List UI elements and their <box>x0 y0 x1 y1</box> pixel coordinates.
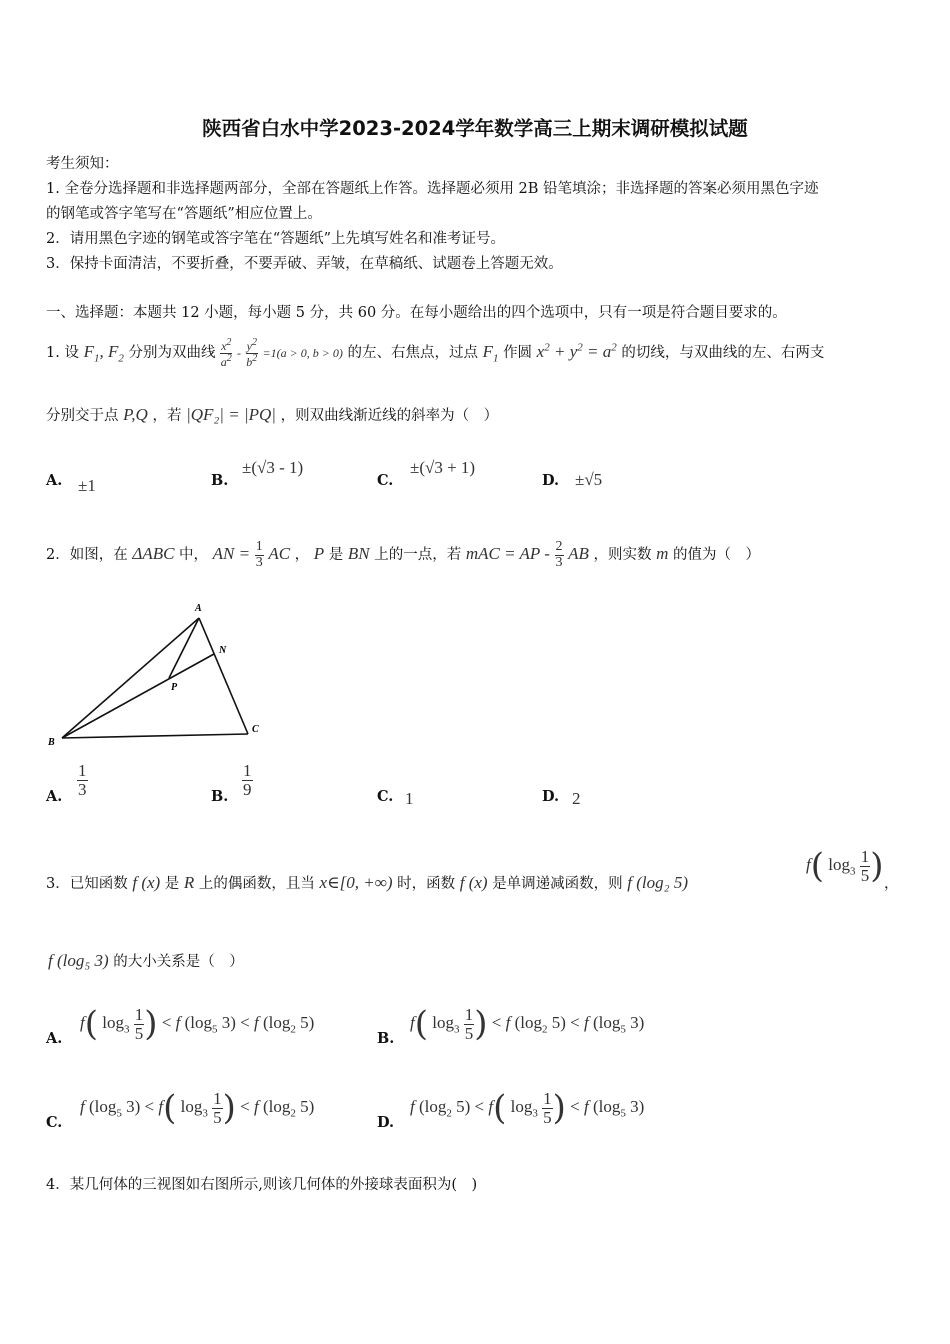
q1-text: 作圆 <box>503 345 533 362</box>
q3-text: 是单调递减函数，则 <box>492 876 623 892</box>
q3-option-label-d: D. <box>377 1114 395 1131</box>
q2-option-a: $\frac{1}{3}$ <box>78 761 87 799</box>
figure-label-n: N <box>219 645 227 656</box>
question-2-line: 2．如图，在 ΔABC 中， AN = $\frac{1}{3}$ AC ， P 是 BN 上的一点，若 mAC = AP - $\frac{2}{3}$ AB ，则实数 m 的值为（ ） <box>46 539 760 570</box>
question-1-line-1: 1. 设 $F_1$, $F_2$ 分别为双曲线 $\frac{x^2}{a^2}$ - $\frac{y^2}{b^2}$ =1(a > 0, b > 0) 的左、右焦点，过点 $F_1$ 作圆 $x^2 + y^2 = a^2$ 的切线，与双曲线的左、右两支 <box>46 337 825 369</box>
q3-comma: ， <box>884 876 899 892</box>
q2-text: ，则实数 <box>593 547 652 564</box>
q3-value-a: f (log₂ 5) <box>627 873 688 892</box>
q2-option-d: 2 <box>572 789 581 808</box>
q3-option-a: f( $\log_3$ $\frac{1}{5}$ ) < f ($\log_5$ 3) < f ($\log_2$ 5) <box>80 1004 315 1044</box>
figure-label-p: P <box>171 682 178 693</box>
q1-text: 1. 设 <box>46 345 79 362</box>
q1-points: P,Q <box>123 405 148 424</box>
q3-option-c: f ($\log_5$ 3) < f( $\log_3$ $\frac{1}{5}$ ) < f ($\log_2$ 5) <box>80 1088 315 1128</box>
q1-option-label-b: B. <box>211 472 229 489</box>
q3-function: f (x) <box>132 873 161 892</box>
q2-option-label-a: A. <box>46 788 63 805</box>
page-title: 陕西省白水中学2023-2024学年数学高三上期末调研模拟试题 <box>202 117 748 140</box>
section-heading: 一、选择题：本题共 12 小题，每小题 5 分，共 60 分。在每小题给出的四个选项中，只有一项是符合题目要求的。 <box>46 305 787 321</box>
q3-text: 上的偶函数，且当 <box>198 876 315 892</box>
q3-option-d: f ($\log_2$ 5) < f( $\log_3$ $\frac{1}{5}$ ) < f ($\log_5$ 3) <box>410 1088 645 1128</box>
figure-label-a: A <box>195 603 202 614</box>
q1-text: 的左、右焦点，过点 <box>347 345 478 362</box>
q3-value-c: f (log₅ 3) <box>48 951 109 970</box>
q1-option-label-a: A. <box>46 472 63 489</box>
q2-text: 2．如图，在 <box>46 547 128 564</box>
q1-option-b: ±(√3 - 1) <box>242 458 304 477</box>
q3-text: 的大小关系是（ ） <box>113 954 244 970</box>
question-4: 4．某几何体的三视图如右图所示,则该几何体的外接球表面积为( ) <box>46 1177 478 1193</box>
q3-option-label-c: C. <box>46 1114 63 1131</box>
q1-option-label-d: D. <box>542 472 560 489</box>
q3-function: f (x) <box>459 873 488 892</box>
q3-interval: x∈[0, +∞) <box>319 873 393 892</box>
q2-text: 上的一点，若 <box>374 547 462 564</box>
question-3-line-1 <box>46 872 688 893</box>
figure-label-c: C <box>252 724 259 735</box>
q1-text: ，若 <box>152 408 182 424</box>
q3-text: 是 <box>164 876 180 892</box>
figure-label-b: B <box>48 737 55 748</box>
triangle-figure <box>44 600 274 750</box>
q2-text: 的值为（ ） <box>673 547 760 564</box>
q2-option-c: 1 <box>405 789 414 808</box>
q2-text: 中， <box>179 547 209 564</box>
notice-line-3: 3．保持卡面清洁，不要折叠，不要弄破、弄皱，在草稿纸、试题卷上答题无效。 <box>46 256 563 272</box>
notice-line-2: 2．请用黑色字迹的钢笔或答字笔在“答题纸”上先填写姓名和准考证号。 <box>46 231 506 247</box>
q3-domain-r: R <box>183 873 195 892</box>
q3-option-label-b: B. <box>377 1030 395 1047</box>
q2-triangle: ΔABC <box>132 544 175 564</box>
q2-point-p: P <box>313 544 325 564</box>
notice-line-1a: 1. 全卷分选择题和非选择题两部分，全部在答题纸上作答。选择题必须用 2B 铅笔填涂；非选择题的答案必须用黑色字迹 <box>46 181 819 197</box>
q3-text: 时，函数 <box>397 876 456 892</box>
q2-text: ， <box>294 547 310 564</box>
q2-var-m: m <box>656 544 669 564</box>
q2-option-label-d: D. <box>542 788 560 805</box>
q2-option-label-c: C. <box>377 788 394 805</box>
q1-text: 的切线，与双曲线的左、右两支 <box>621 345 825 362</box>
question-3-line-2 <box>48 950 244 971</box>
q1-condition: |QF₂| = |PQ| <box>186 405 276 424</box>
notice-heading: 考生须知： <box>46 156 119 172</box>
q2-option-b: $\frac{1}{9}$ <box>243 761 252 799</box>
q3-option-label-a: A. <box>46 1030 63 1047</box>
q1-text: 分别为双曲线 <box>128 345 216 362</box>
q3-value-b: f( $\log_3$ $\frac{1}{5}$ ) <box>806 846 884 886</box>
q1-option-d: ±√5 <box>575 470 603 489</box>
q1-text: 分别交于点 <box>46 408 119 424</box>
q1-option-label-c: C. <box>377 472 394 489</box>
notice-line-1b: 的钢笔或答字笔写在“答题纸”相应位置上。 <box>46 206 322 222</box>
q2-option-label-b: B. <box>211 788 229 805</box>
q2-text: 是 <box>328 547 344 564</box>
q1-text: ，则双曲线渐近线的斜率为（ ） <box>280 408 499 424</box>
q3-option-b: f( $\log_3$ $\frac{1}{5}$ ) < f ($\log_2$ 5) < f ($\log_5$ 3) <box>410 1004 645 1044</box>
q2-segment-bn: BN <box>347 544 370 564</box>
q1-option-a: ±1 <box>78 476 96 495</box>
q1-option-c: ±(√3 + 1) <box>410 458 476 477</box>
question-1-line-2 <box>46 404 498 425</box>
q3-text: 3．已知函数 <box>46 876 128 892</box>
